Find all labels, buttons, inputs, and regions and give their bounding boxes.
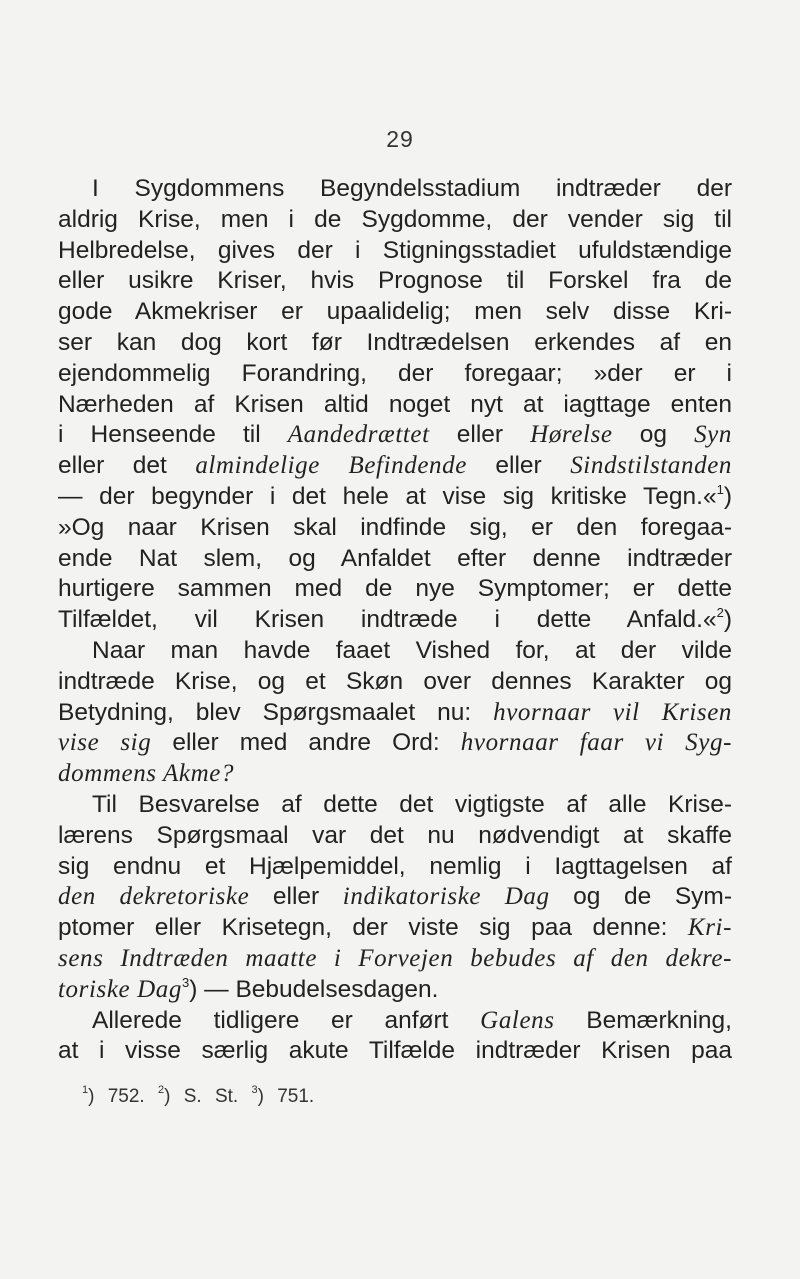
text-line: Naar man havde faaet Vished for, at der vilde [92,636,732,664]
italic-term: vise sig [58,729,152,757]
italic-term: toriske Dag [58,975,182,1003]
text-line [58,944,732,975]
text-line: ser kan dog kort før Indtrædelsen erkendes af en [58,328,732,356]
text-line: toriske Dag$^3$) — Bebudelsesdagen. [58,974,439,1003]
text-line: indtræde Krise, og et Skøn over dennes Karakter og [58,667,732,695]
italic-term: hvornaar faar vi Syg- [460,729,733,757]
footnote: $^2$) S. St. [158,1084,239,1107]
text-line: »Og naar Krisen skal indfinde sig, er den foregaa- [58,513,732,541]
text-line: ejendommelig Forandring, der foregaar; »der er i [58,359,732,387]
text-line: — der begynder i det hele at vise sig kritiske Tegn.«$^1$) [58,481,732,510]
italic-term: dommens Akme? [58,760,235,788]
text-line: ptomer eller Krisetegn, der viste sig paa denne: Kri- [58,914,732,942]
italic-term: sens Indtræden maatte i Forvejen bebudes af den dekre- [58,944,732,972]
text-line: Helbredelse, gives der i Stigningsstadiet ufuldstændige [58,236,732,264]
italic-term: Hørelse [530,421,613,449]
italic-term: Aandedrættet [287,421,430,449]
body-text [58,174,732,1067]
text-line: Allerede tidligere er anført Galens Bemærkning, [92,1006,732,1034]
italic-term: Kri- [687,914,732,942]
text-line: i Henseende til Aandedrættet eller Hørelse og Syn [58,421,732,449]
text-line: vise sig eller med andre Ord: hvornaar faar vi Syg- [58,729,733,757]
text-line: Tilfældet, vil Krisen indtræde i dette Anfald.«$^2$) [58,605,732,634]
footnote-ref: 3 [181,974,190,990]
italic-term: Sindstilstanden [570,452,732,480]
text-line: den dekretoriske eller indikatoriske Dag og de Sym- [58,883,732,911]
text-line: lærens Spørgsmaal var det nu nødvendigt at skaffe [58,821,732,849]
footnote: $^3$) 751. [251,1084,315,1107]
footnote-ref: 1 [716,481,724,497]
text-line: eller det almindelige Befindende eller Sindstilstanden [58,452,732,480]
text-line: hurtigere sammen med de nye Symptomer; er dette [58,575,732,603]
italic-term: Galens [480,1006,555,1034]
text-line: I Sygdommens Begyndelsstadium indtræder der [92,175,732,202]
text-line: eller usikre Kriser, hvis Prognose til Forskel fra de [58,267,732,295]
text-line: Nærheden af Krisen altid noget nyt at iagttage enten [58,390,732,418]
italic-term: den dekretoriske [58,883,250,911]
page-number: 29 [386,126,414,152]
text-line: Betydning, blev Spørgsmaalet nu: hvornaar vil Krisen [58,698,732,726]
footnote: $^1$) 752. [82,1084,145,1107]
text-line: gode Akmekriser er upaalidelig; men selv disse Kri- [58,298,732,326]
footnotes [82,1086,314,1108]
italic-term: Syn [694,421,732,449]
text-line: Til Besvarelse af dette det vigtigste af alle Krise- [92,790,732,818]
text-line: aldrig Krise, men i de Sygdomme, der vender sig til [58,205,732,233]
footnote-ref: 2 [716,605,724,621]
italic-term: indikatoriske Dag [342,883,550,911]
text-line: ende Nat slem, og Anfaldet efter denne indtræder [58,544,732,572]
text-line: sig endnu et Hjælpemiddel, nemlig i Iagttagelsen af [58,852,732,880]
italic-term: hvornaar vil Krisen [493,698,732,726]
text-line: at i visse særlig akute Tilfælde indtræder Krisen paa [58,1037,732,1065]
text-line [58,759,732,790]
italic-term: almindelige Befindende [195,452,467,480]
